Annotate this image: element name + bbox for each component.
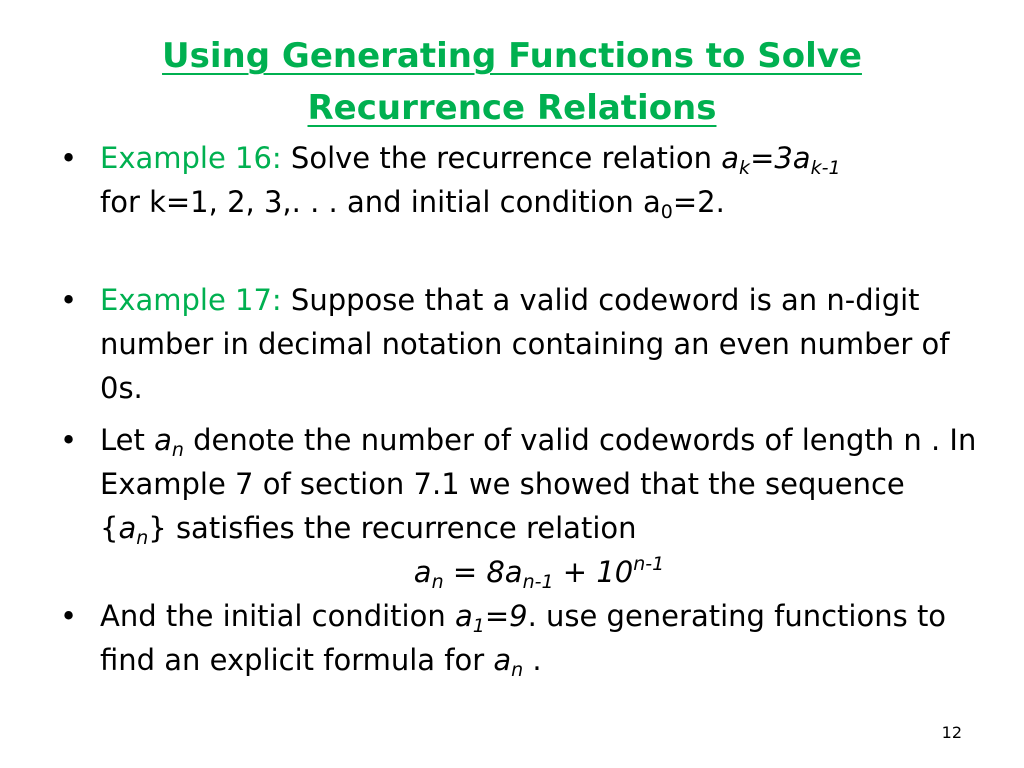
bullet-dot: • [60, 423, 78, 457]
bullet-example-17 [58, 278, 978, 410]
let-end-text: } satisfies the recurrence relation [148, 511, 637, 545]
eq-9: =9 [484, 599, 528, 633]
slide-title [0, 30, 1024, 134]
example-16-text: Solve the recurrence relation [281, 141, 722, 175]
title-line-1: Using Generating Functions to Solve [162, 36, 862, 76]
bullet-example-16 [58, 136, 978, 224]
bullet-initial-condition [58, 594, 978, 682]
sub-k-1: k-1 [810, 157, 841, 179]
var-a: a [154, 423, 172, 457]
sub-n: n [136, 527, 149, 549]
let-rest-text: denote the number of valid codewords of length n . In Example 7 of section 7.1 we showed that the sequence { [100, 423, 977, 545]
var-a: a [118, 511, 137, 545]
page-number: 12 [941, 723, 962, 742]
sub-k: k [739, 157, 751, 179]
recurrence-formula [58, 550, 978, 594]
sub-1: 1 [472, 615, 485, 637]
bullet-dot: • [60, 599, 78, 633]
eq-3a: =3a [750, 141, 811, 175]
var-a: a [454, 599, 473, 633]
example-17-text: Suppose that a valid codeword is an n-digit number in decimal notation containing an even number of 0s. [100, 283, 950, 405]
formula-plus: + 10 [553, 555, 634, 589]
formula-sup-n-1: n-1 [633, 553, 665, 575]
mid-text: . use generating functions to find an explicit formula for [100, 599, 947, 677]
end-text: . [523, 643, 542, 677]
sub-0: 0 [660, 201, 673, 223]
var-a: a [493, 643, 512, 677]
let-text: Let [100, 423, 155, 457]
formula-mid: = 8a [443, 555, 523, 589]
formula-sub-n-1: n-1 [522, 571, 554, 593]
bullet-dot: • [60, 141, 78, 175]
and-text: And the initial condition [100, 599, 455, 633]
sub-n: n [171, 439, 184, 461]
slide-content [58, 136, 978, 682]
title-line-2: Recurrence Relations [307, 88, 717, 128]
formula-a: a [413, 555, 432, 589]
example-16-line2: for k=1, 2, 3,. . . and initial condition a [100, 185, 661, 219]
sub-n: n [511, 659, 524, 681]
bullet-let-an [58, 418, 978, 550]
bullet-dot: • [60, 283, 78, 317]
example-16-label: Example 16: [100, 141, 282, 175]
example-17-label: Example 17: [100, 283, 282, 317]
formula-sub-n: n [431, 571, 444, 593]
var-a: a [721, 141, 740, 175]
example-16-line2-end: =2. [672, 185, 725, 219]
